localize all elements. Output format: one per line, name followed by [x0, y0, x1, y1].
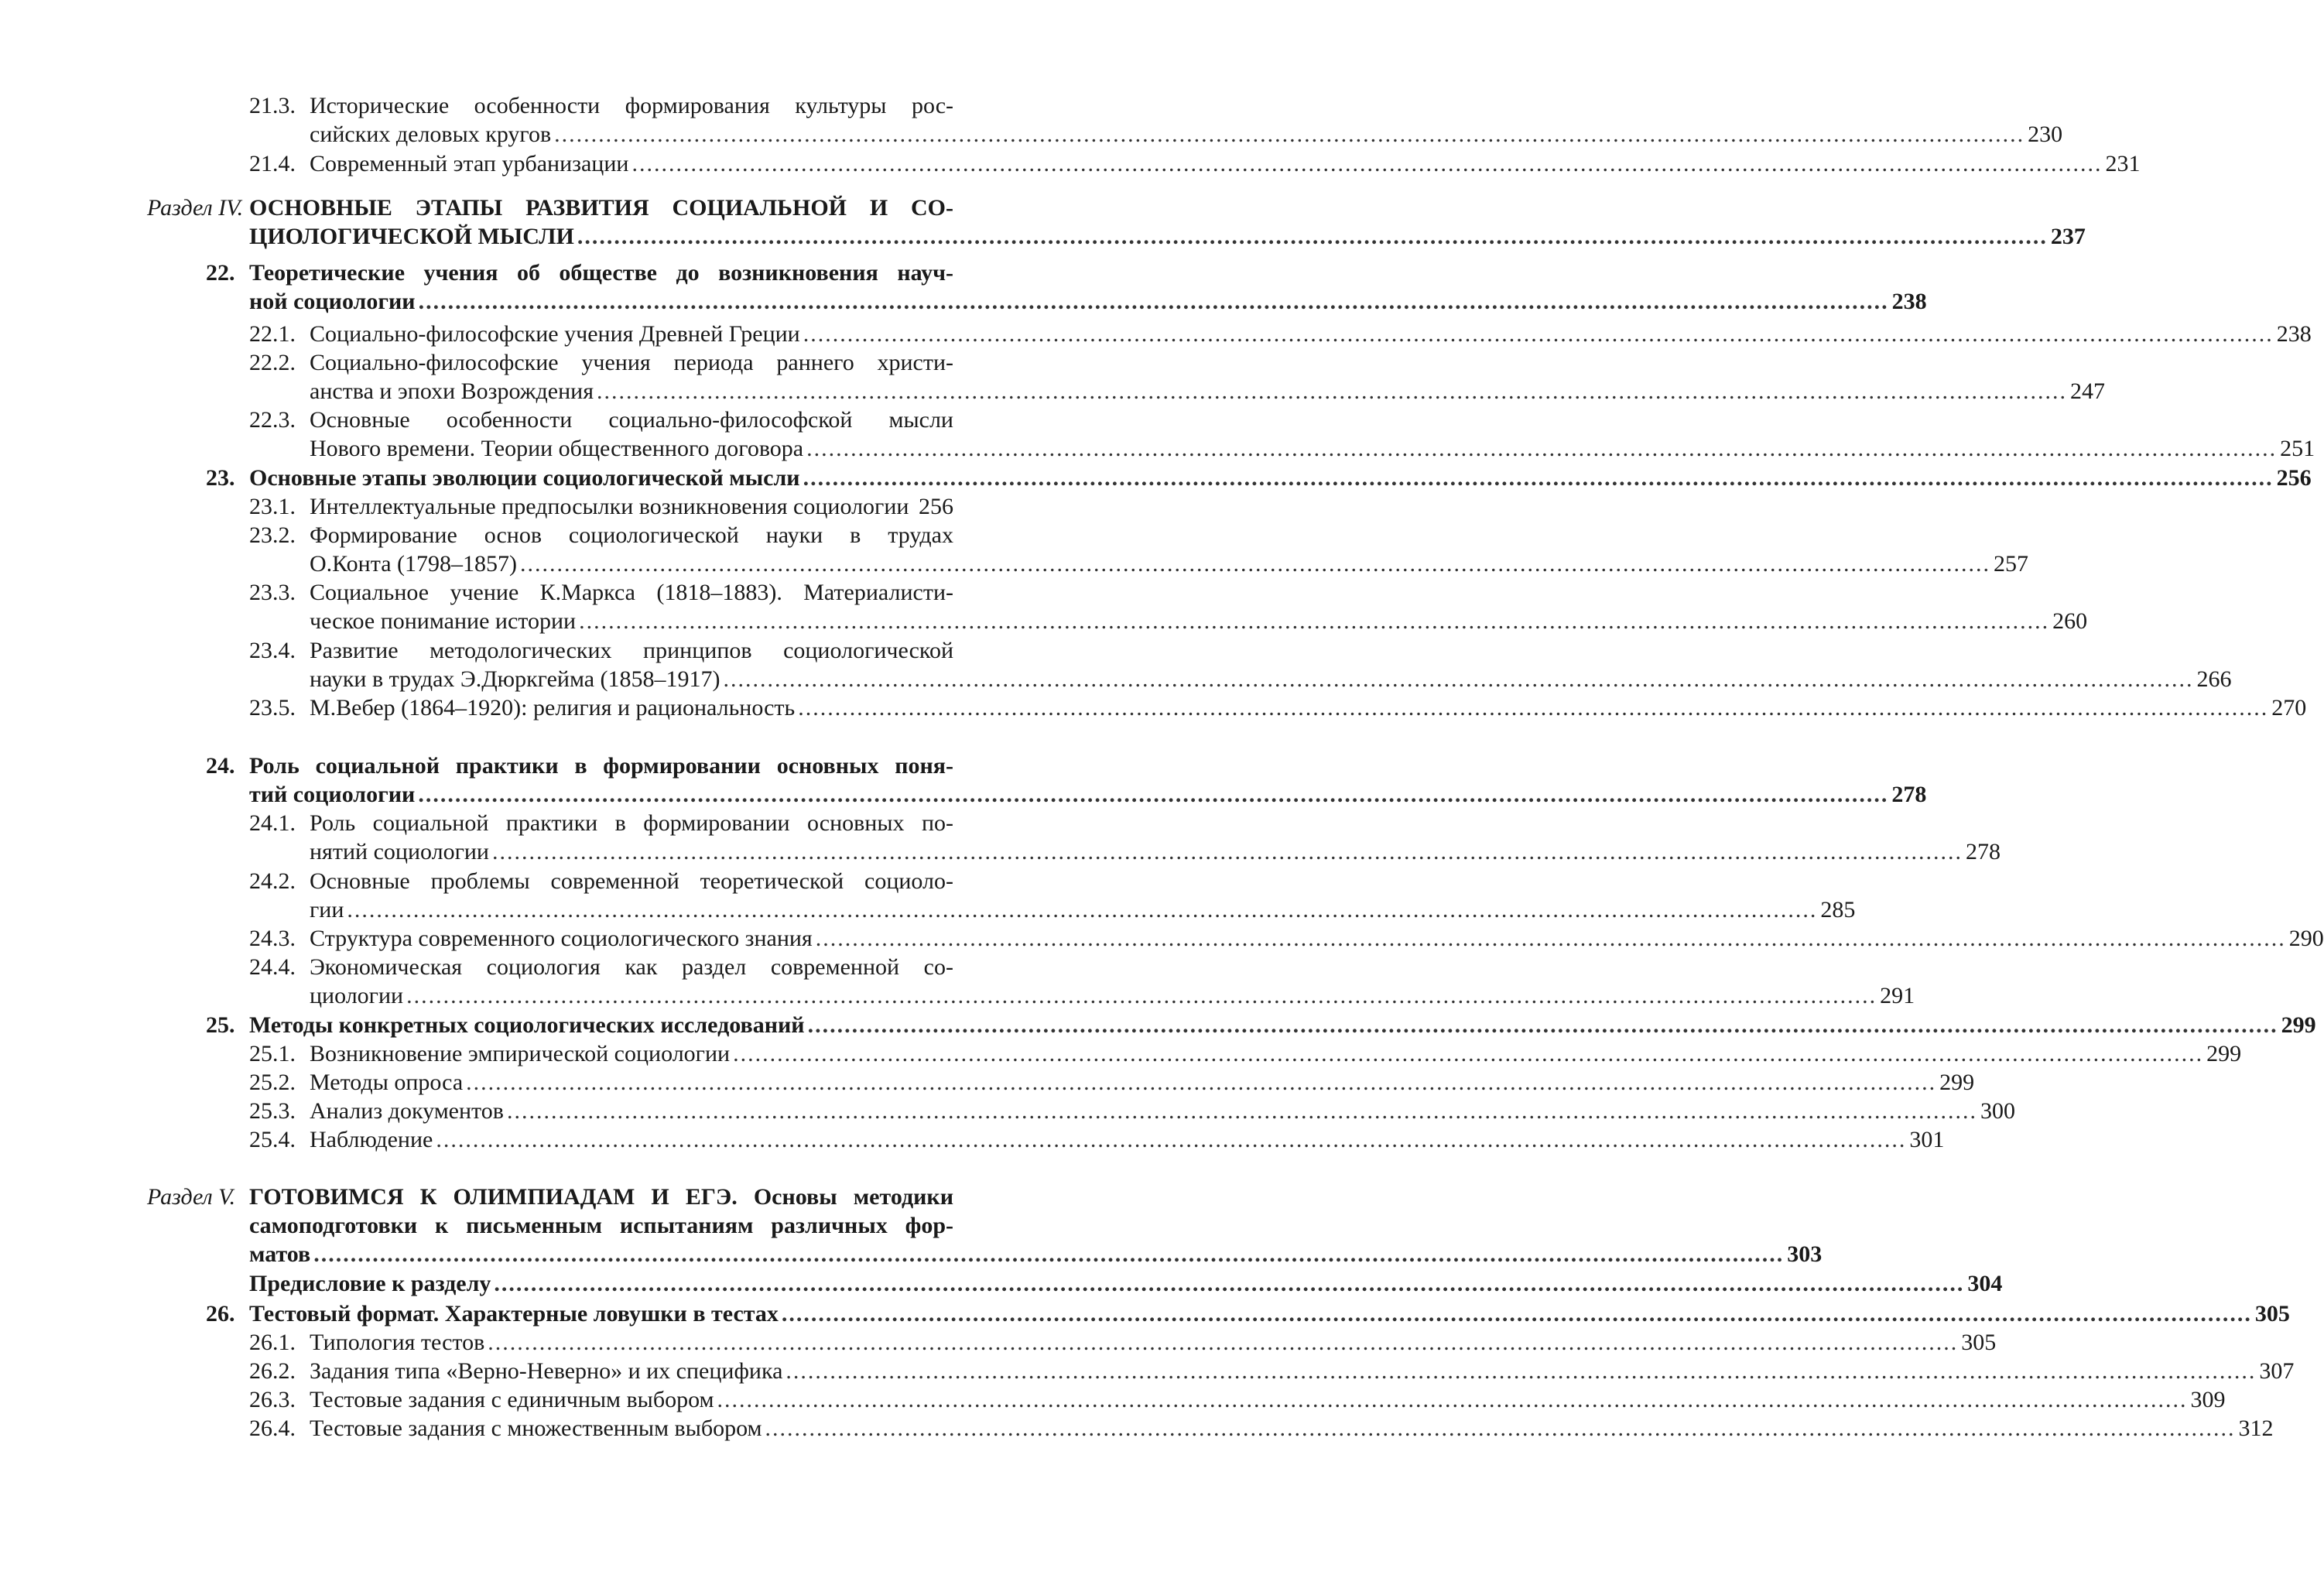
entry-title-line: Наблюдение	[310, 1127, 433, 1152]
page-number: 299	[1939, 1070, 1975, 1095]
entry-leader-line	[310, 1068, 1975, 1097]
entry-title-line: Основные особенности социально-философской мысли	[310, 407, 953, 433]
dot-leader: ........................................................................................................................................................................................................	[494, 1271, 1965, 1296]
page-number: 266	[2196, 666, 2232, 692]
subsection-number: 23.3.	[249, 580, 296, 605]
entry-leader-line	[310, 549, 2029, 578]
subsection-number: 26.2.	[249, 1358, 296, 1384]
dot-leader: ........................................................................................................................................................................................................	[806, 436, 2278, 461]
entry-title-line: Социальное учение К.Маркса (1818–1883). Материалисти-	[310, 580, 953, 605]
entry-title-line: М.Вебер (1864–1920): религия и рациональность	[310, 695, 796, 721]
dot-leader: ........................................................................................................................................................................................................	[597, 378, 2068, 404]
entry-leader-line	[310, 1385, 2226, 1414]
entry-title-line: тий социологии	[249, 782, 416, 807]
entry-leader-line	[310, 837, 2001, 866]
page-number: 230	[2028, 122, 2063, 147]
entry-leader-line	[310, 434, 2315, 463]
page-number: 312	[2238, 1416, 2274, 1441]
dot-leader: ........................................................................................................................................................................................................	[406, 983, 1877, 1008]
page-number: 256	[919, 494, 953, 519]
dot-leader: ........................................................................................................................................................................................................	[717, 1387, 2188, 1412]
subsection-number: 23.1.	[249, 494, 296, 519]
subsection-number: 25.1.	[249, 1041, 296, 1066]
entry-leader-line	[249, 1269, 2003, 1298]
page-number: 238	[2276, 321, 2312, 347]
dot-leader: ........................................................................................................................................................................................................	[803, 465, 2274, 491]
dot-leader: ........................................................................................................................................................................................................	[798, 695, 2269, 721]
subsection-number: 25.2.	[249, 1070, 296, 1095]
dot-leader: ........................................................................................................................................................................................................	[803, 321, 2274, 347]
page-number: 305	[2254, 1301, 2290, 1327]
entry-title-line: гии	[310, 897, 344, 923]
entry-leader-line	[310, 1328, 1997, 1357]
section-prefix: Раздел IV.	[147, 195, 244, 221]
entry-title-line: самоподготовки к письменным испытаниям различных фор-	[249, 1213, 953, 1238]
entry-title-line: Экономическая социология как раздел современной со-	[310, 954, 953, 980]
subsection-number: 26.4.	[249, 1416, 296, 1441]
entry-title-line: Тестовые задания с единичным выбором	[310, 1387, 714, 1412]
entry-leader-line	[310, 1357, 2295, 1385]
page-number: 307	[2259, 1358, 2295, 1384]
entry-title-line: Формирование основ социологической науки в трудах	[310, 522, 953, 548]
entry-leader-line	[249, 1240, 1823, 1268]
subsection-number: 22.1.	[249, 321, 296, 347]
dot-leader: ........................................................................................................................................................................................................	[436, 1127, 1907, 1152]
entry-title-line: Основные этапы эволюции социологической мысли	[249, 465, 800, 491]
entry-title-line: Интеллектуальные предпосылки возникновения социологии	[310, 494, 909, 519]
page-number: 231	[2105, 151, 2141, 176]
page-number: 257	[1994, 551, 2029, 577]
subsection-number: 23.5.	[249, 695, 296, 721]
entry-title-line: Нового времени. Теории общественного договора	[310, 436, 804, 461]
entry-leader-line	[310, 1097, 2015, 1125]
page-number: 291	[1880, 983, 1915, 1008]
dot-leader: ........................................................................................................................................................................................................	[466, 1070, 1937, 1095]
entry-title-line: Типология тестов	[310, 1330, 485, 1355]
chapter-number: 24.	[206, 753, 235, 779]
dot-leader: ........................................................................................................................................................................................................	[492, 839, 1963, 864]
entry-title-line: Анализ документов	[310, 1098, 504, 1124]
entry-title-line: Исторические особенности формирования культуры рос-	[310, 93, 953, 118]
entry-leader-line	[310, 924, 2324, 953]
entry-title-line: сийских деловых кругов	[310, 122, 552, 147]
subsection-number: 25.3.	[249, 1098, 296, 1124]
entry-title-line: ГОТОВИМСЯ К ОЛИМПИАДАМ И ЕГЭ. Основы методики	[249, 1184, 953, 1210]
entry-title-line: науки в трудах Э.Дюркгейма (1858–1917)	[310, 666, 720, 692]
subsection-number: 23.4.	[249, 638, 296, 663]
page-number: 256	[2276, 465, 2312, 491]
entry-leader-line	[249, 464, 2312, 492]
entry-title-line: Методы конкретных социологических исследований	[249, 1012, 805, 1038]
entry-leader-line	[310, 1039, 2242, 1068]
entry-title-line: циологии	[310, 983, 404, 1008]
page-number: 251	[2280, 436, 2315, 461]
page-number: 309	[2190, 1387, 2226, 1412]
page-number: 290	[2288, 926, 2324, 951]
dot-leader: ........................................................................................................................................................................................................	[765, 1416, 2236, 1441]
entry-leader-line	[249, 287, 1927, 316]
dot-leader: ........................................................................................................................................................................................................	[631, 151, 2103, 176]
entry-title-line: Роль социальной практики в формировании основных поня-	[249, 753, 953, 779]
dot-leader: ........................................................................................................................................................................................................	[418, 289, 1889, 314]
entry-title-line: Социально-философские учения периода раннего христи-	[310, 350, 953, 375]
entry-leader-line	[310, 895, 1856, 924]
entry-leader-line	[249, 780, 1927, 809]
entry-leader-line	[310, 492, 953, 521]
entry-title-line: О.Конта (1798–1857)	[310, 551, 518, 577]
page-number: 278	[1966, 839, 2001, 864]
subsection-number: 22.2.	[249, 350, 296, 375]
subsection-number: 24.4.	[249, 954, 296, 980]
entry-leader-line	[310, 693, 2307, 722]
chapter-number: 26.	[206, 1301, 235, 1327]
subsection-number: 26.1.	[249, 1330, 296, 1355]
entry-leader-line	[310, 607, 2088, 635]
dot-leader: ........................................................................................................................................................................................................	[781, 1301, 2252, 1327]
entry-title-line: анства и эпохи Возрождения	[310, 378, 594, 404]
entry-leader-line	[249, 1299, 2290, 1328]
page-number: 285	[1820, 897, 1856, 923]
entry-title-line: Задания типа «Верно-Неверно» и их специфика	[310, 1358, 783, 1384]
entry-title-line: ОСНОВНЫЕ ЭТАПЫ РАЗВИТИЯ СОЦИАЛЬНОЙ И СО-	[249, 195, 953, 221]
entry-title-line: Современный этап урбанизации	[310, 151, 629, 176]
entry-title-line: ческое понимание истории	[310, 608, 577, 634]
dot-leader: ........................................................................................................................................................................................................	[506, 1098, 1977, 1124]
dot-leader: ........................................................................................................................................................................................................	[815, 926, 2286, 951]
entry-title-line: ной социологии	[249, 289, 416, 314]
entry-title-line: Методы опроса	[310, 1070, 464, 1095]
page-number: 278	[1891, 782, 1927, 807]
dot-leader: ........................................................................................................................................................................................................	[418, 782, 1889, 807]
entry-leader-line	[310, 981, 1915, 1010]
entry-leader-line	[249, 222, 2086, 251]
subsection-number: 23.2.	[249, 522, 296, 548]
entry-title-line: Возникновение эмпирической социологии	[310, 1041, 731, 1066]
entry-leader-line	[310, 149, 2141, 178]
dot-leader: ........................................................................................................................................................................................................	[313, 1241, 1785, 1267]
entry-title-line: Теоретические учения об обществе до возникновения науч-	[249, 260, 953, 286]
entry-title-line: Развитие методологических принципов социологической	[310, 638, 953, 663]
page-number: 270	[2271, 695, 2307, 721]
dot-leader: ........................................................................................................................................................................................................	[786, 1358, 2257, 1384]
chapter-number: 23.	[206, 465, 235, 491]
page-number: 299	[2281, 1012, 2316, 1038]
entry-title-line: Социально-философские учения Древней Греции	[310, 321, 800, 347]
dot-leader: ........................................................................................................................................................................................................	[733, 1041, 2204, 1066]
entry-title-line: Структура современного социологического знания	[310, 926, 813, 951]
chapter-number: 25.	[206, 1012, 235, 1038]
subsection-number: 24.3.	[249, 926, 296, 951]
entry-title-line: Роль социальной практики в формировании основных по-	[310, 810, 953, 836]
page-number: 237	[2050, 224, 2086, 249]
page-number: 305	[1961, 1330, 1997, 1355]
entry-leader-line	[249, 1011, 2316, 1039]
entry-title-line: Тестовые задания с множественным выбором	[310, 1416, 762, 1441]
dot-leader: ........................................................................................................................................................................................................	[723, 666, 2194, 692]
dot-leader: ........................................................................................................................................................................................................	[347, 897, 1818, 923]
chapter-number: 22.	[206, 260, 235, 286]
subsection-number: 26.3.	[249, 1387, 296, 1412]
page-number: 300	[1980, 1098, 2015, 1124]
dot-leader: ........................................................................................................................................................................................................	[520, 551, 1991, 577]
entry-leader-line	[310, 377, 2106, 406]
page-number: 260	[2052, 608, 2088, 634]
subsection-number: 21.3.	[249, 93, 296, 118]
page-number: 304	[1967, 1271, 2003, 1296]
page-number: 301	[1909, 1127, 1945, 1152]
subsection-number: 22.3.	[249, 407, 296, 433]
page-number: 303	[1787, 1241, 1823, 1267]
dot-leader: ........................................................................................................................................................................................................	[579, 608, 2050, 634]
entry-leader-line	[310, 120, 2063, 149]
entry-leader-line	[310, 1125, 1945, 1154]
subsection-number: 24.1.	[249, 810, 296, 836]
entry-leader-line	[310, 665, 2232, 693]
entry-title-line: матов	[249, 1241, 311, 1267]
page-number: 299	[2206, 1041, 2242, 1066]
entry-title-line: Предисловие к разделу	[249, 1271, 491, 1296]
dot-leader: ........................................................................................................................................................................................................	[577, 224, 2048, 249]
entry-title-line: ЦИОЛОГИЧЕСКОЙ МЫСЛИ	[249, 224, 574, 249]
subsection-number: 21.4.	[249, 151, 296, 176]
entry-title-line: Тестовый формат. Характерные ловушки в тестах	[249, 1301, 779, 1327]
entry-leader-line	[310, 320, 2312, 348]
page-number: 238	[1891, 289, 1927, 314]
subsection-number: 25.4.	[249, 1127, 296, 1152]
entry-leader-line	[310, 1414, 2274, 1443]
dot-leader: ........................................................................................................................................................................................................	[554, 122, 2025, 147]
section-prefix: Раздел V.	[147, 1184, 236, 1210]
entry-title-line: нятий социологии	[310, 839, 489, 864]
entry-title-line: Основные проблемы современной теоретической социоло-	[310, 868, 953, 894]
page-number: 247	[2070, 378, 2106, 404]
dot-leader: ........................................................................................................................................................................................................	[488, 1330, 1959, 1355]
dot-leader: ........................................................................................................................................................................................................	[807, 1012, 2278, 1038]
subsection-number: 24.2.	[249, 868, 296, 894]
